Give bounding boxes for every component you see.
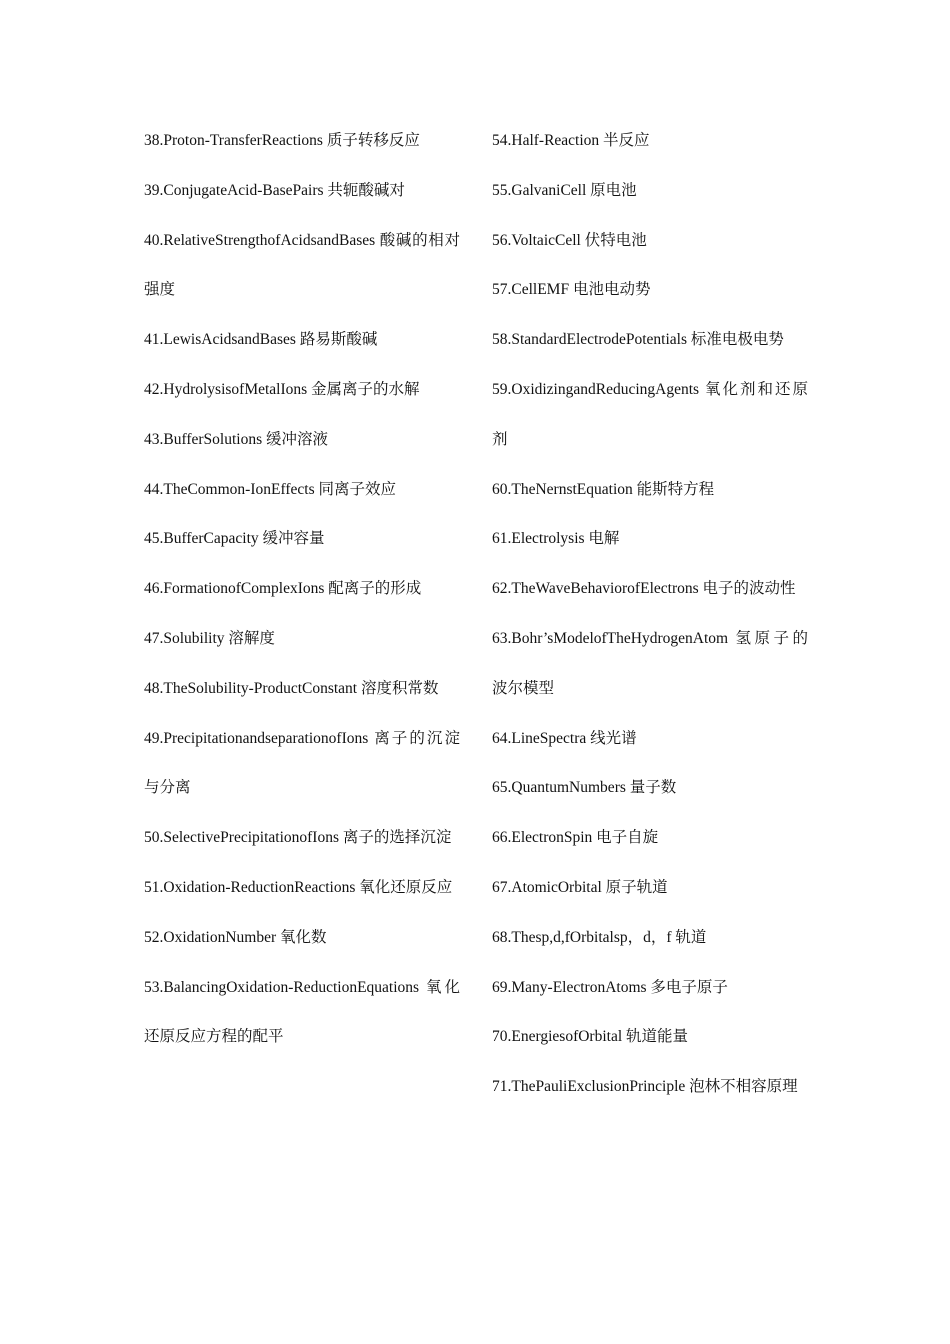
term-62: 62.TheWaveBehaviorofElectrons 电子的波动性 bbox=[492, 580, 796, 598]
term-44: 44.TheCommon-IonEffects 同离子效应 bbox=[144, 480, 396, 498]
term-40: 40.RelativeStrengthofAcidsandBases 酸碱的相对强度 bbox=[144, 231, 460, 299]
term-43: 43.BufferSolutions 缓冲溶液 bbox=[144, 430, 328, 448]
term-66: 66.ElectronSpin 电子自旋 bbox=[492, 829, 659, 847]
term-57: 57.CellEMF 电池电动势 bbox=[492, 281, 651, 299]
term-39: 39.ConjugateAcid-BasePairs 共轭酸碱对 bbox=[144, 181, 405, 199]
term-42: 42.HydrolysisofMetalIons 金属离子的水解 bbox=[144, 380, 420, 398]
term-49: 49.PrecipitationandseparationofIons 离子的沉淀与分离 bbox=[144, 729, 460, 797]
term-47: 47.Solubility 溶解度 bbox=[144, 629, 275, 647]
term-59: 59.OxidizingandReducingAgents 氧化剂和还原剂 bbox=[492, 380, 808, 448]
term-38: 38.Proton-TransferReactions 质子转移反应 bbox=[144, 132, 420, 149]
term-58: 58.StandardElectrodePotentials 标准电极电势 bbox=[492, 331, 784, 349]
term-71: 71.ThePauliExclusionPrinciple 泡林不相容原理 bbox=[492, 1078, 798, 1096]
term-61: 61.Electrolysis 电解 bbox=[492, 530, 620, 548]
term-60: 60.TheNernstEquation 能斯特方程 bbox=[492, 480, 715, 498]
term-46: 46.FormationofComplexIons 配离子的形成 bbox=[144, 580, 422, 598]
term-63: 63.Bohr’sModelofTheHydrogenAtom 氢原子的波尔模型 bbox=[492, 629, 808, 697]
term-69: 69.Many-ElectronAtoms 多电子原子 bbox=[492, 978, 728, 996]
term-70: 70.EnergiesofOrbital 轨道能量 bbox=[492, 1028, 689, 1046]
right-column bbox=[492, 116, 808, 1112]
left-column bbox=[144, 116, 460, 1062]
term-56: 56.VoltaicCell 伏特电池 bbox=[492, 231, 647, 249]
term-55: 55.GalvaniCell 原电池 bbox=[492, 181, 637, 199]
term-45: 45.BufferCapacity 缓冲容量 bbox=[144, 530, 325, 548]
term-41: 41.LewisAcidsandBases 路易斯酸碱 bbox=[144, 331, 378, 349]
term-65: 65.QuantumNumbers 量子数 bbox=[492, 779, 677, 797]
term-68: 68.Thesp,d,fOrbitalsp，d，f 轨道 bbox=[492, 928, 707, 946]
term-54: 54.Half-Reaction 半反应 bbox=[492, 132, 650, 149]
term-67: 67.AtomicOrbital 原子轨道 bbox=[492, 878, 668, 896]
term-52: 52.OxidationNumber 氧化数 bbox=[144, 928, 327, 946]
term-51: 51.Oxidation-ReductionReactions 氧化还原反应 bbox=[144, 878, 453, 896]
term-50: 50.SelectivePrecipitationofIons 离子的选择沉淀 bbox=[144, 829, 452, 847]
term-64: 64.LineSpectra 线光谱 bbox=[492, 729, 637, 747]
term-48: 48.TheSolubility-ProductConstant 溶度积常数 bbox=[144, 679, 439, 697]
term-53: 53.BalancingOxidation-ReductionEquations 氧化还原反应方程的配平 bbox=[144, 978, 460, 1046]
